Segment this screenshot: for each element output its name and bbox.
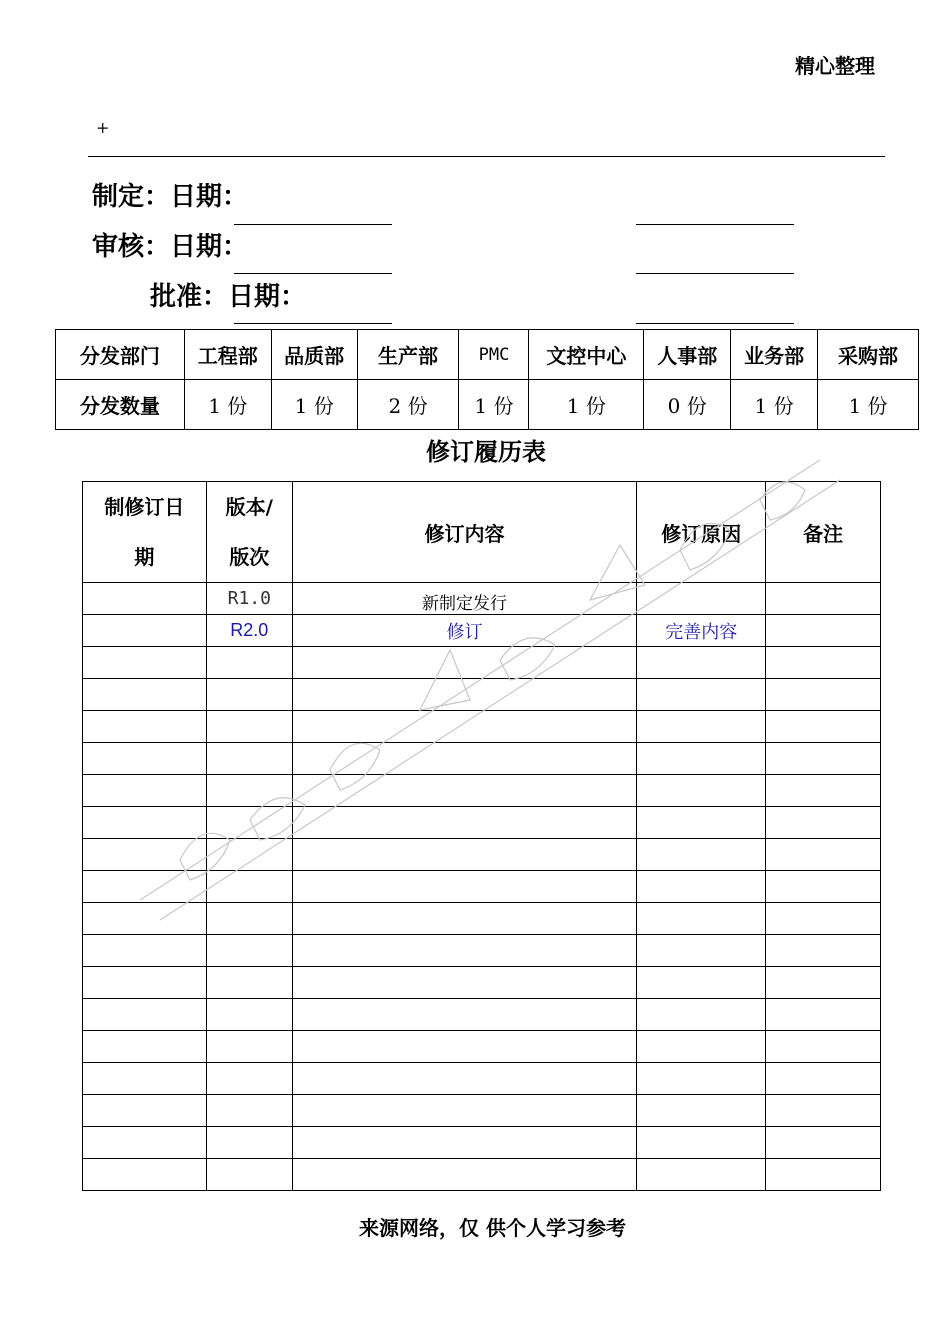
signoff-make-signature-line[interactable] [234,224,392,225]
revision-date-cell[interactable] [83,839,207,871]
revision-version-cell[interactable] [206,967,292,999]
revision-reason-cell[interactable] [637,647,766,679]
revision-reason-cell[interactable] [637,903,766,935]
revision-remark-cell[interactable] [766,1127,881,1159]
revision-date-cell[interactable] [83,935,207,967]
revision-reason-cell[interactable] [637,967,766,999]
revision-content-cell[interactable]: 修订 [292,615,637,647]
revision-header-row [83,482,881,583]
signoff-approve-label: 批准：日期： [150,282,307,312]
distribution-table [55,329,919,430]
distribution-quantity-cell[interactable]: 1 份 [459,380,529,430]
revision-reason-cell[interactable] [637,1095,766,1127]
revision-version-cell[interactable] [206,1159,292,1191]
revision-reason-cell[interactable] [637,711,766,743]
revision-reason-cell[interactable] [637,583,766,615]
revision-content-cell[interactable] [292,935,637,967]
revision-content-cell[interactable] [292,967,637,999]
revision-reason-cell[interactable] [637,679,766,711]
table-row [83,1095,881,1127]
revision-reason-cell[interactable] [637,743,766,775]
revision-reason-cell[interactable] [637,935,766,967]
distribution-header-cell: 品质部 [271,330,357,380]
revision-reason-cell[interactable] [637,839,766,871]
table-row [83,807,881,839]
top-divider [88,156,885,157]
revision-reason-cell[interactable] [637,807,766,839]
revision-remark-cell[interactable] [766,711,881,743]
revision-date-cell[interactable] [83,999,207,1031]
revision-content-cell[interactable] [292,743,637,775]
revision-header-date-line1: 制修订日 [104,495,185,519]
revision-history-table [82,481,881,1191]
revision-date-cell[interactable] [83,711,207,743]
revision-remark-cell[interactable] [766,1063,881,1095]
distribution-quantity-cell[interactable]: 0 份 [644,380,731,430]
distribution-header-cell: PMC [459,330,529,380]
revision-version-cell[interactable] [206,1127,292,1159]
signoff-approve-date-line[interactable] [636,323,794,324]
revision-reason-cell[interactable]: 完善内容 [637,615,766,647]
distribution-header-cell: 人事部 [644,330,731,380]
revision-reason-cell[interactable] [637,1159,766,1191]
revision-version-cell[interactable]: R1.0 [206,583,292,615]
table-row [83,583,881,615]
revision-content-cell[interactable] [292,775,637,807]
distribution-header-row [56,330,919,380]
table-row [83,903,881,935]
revision-remark-cell[interactable] [766,679,881,711]
revision-date-cell[interactable] [83,743,207,775]
table-row [83,871,881,903]
revision-date-cell[interactable] [83,871,207,903]
table-row [83,839,881,871]
revision-reason-cell[interactable] [637,1063,766,1095]
table-row [83,679,881,711]
signoff-review-date-line[interactable] [636,273,794,274]
revision-reason-cell[interactable] [637,1127,766,1159]
signoff-approve-signature-line[interactable] [234,323,392,324]
revision-date-cell[interactable] [83,967,207,999]
revision-content-cell[interactable] [292,1127,637,1159]
revision-remark-cell[interactable] [766,615,881,647]
revision-remark-cell[interactable] [766,743,881,775]
signoff-review-signature-line[interactable] [234,273,392,274]
revision-content-cell[interactable] [292,999,637,1031]
revision-version-cell[interactable]: R2.0 [206,615,292,647]
revision-remark-cell[interactable] [766,1095,881,1127]
revision-version-cell[interactable] [206,935,292,967]
revision-header-reason: 修订原因 [637,482,766,583]
revision-version-cell[interactable] [206,1063,292,1095]
distribution-quantity-cell[interactable]: 1 份 [271,380,357,430]
revision-version-cell[interactable] [206,743,292,775]
header-note: 精心整理 [795,54,875,78]
revision-date-cell[interactable] [83,1159,207,1191]
revision-content-cell[interactable] [292,839,637,871]
revision-date-cell[interactable] [83,1031,207,1063]
revision-remark-cell[interactable] [766,807,881,839]
revision-version-cell[interactable] [206,647,292,679]
distribution-quantity-cell[interactable]: 1 份 [731,380,818,430]
revision-content-cell[interactable] [292,679,637,711]
revision-header-version-line2: 版次 [229,545,270,569]
table-row [83,647,881,679]
revision-version-cell[interactable] [206,871,292,903]
distribution-row-label: 分发数量 [56,380,185,430]
revision-version-cell[interactable] [206,775,292,807]
table-row [83,935,881,967]
distribution-header-cell: 文控中心 [529,330,644,380]
distribution-quantity-cell[interactable]: 1 份 [529,380,644,430]
table-row [83,1159,881,1191]
revision-remark-cell[interactable] [766,1031,881,1063]
revision-version-cell[interactable] [206,903,292,935]
revision-version-cell[interactable] [206,1095,292,1127]
footer-note: 来源网络，仅 供个人学习参考 [359,1216,626,1240]
distribution-quantity-cell[interactable]: 2 份 [357,380,459,430]
revision-remark-cell[interactable] [766,583,881,615]
revision-content-cell[interactable]: 新制定发行 [292,583,637,615]
revision-reason-cell[interactable] [637,999,766,1031]
revision-header-remark: 备注 [766,482,881,583]
revision-version-cell[interactable] [206,807,292,839]
signoff-make-label: 制定：日期： [92,182,249,212]
revision-version-cell[interactable] [206,999,292,1031]
revision-remark-cell[interactable] [766,839,881,871]
revision-history-title: 修订履历表 [426,437,546,466]
revision-version-cell[interactable] [206,711,292,743]
table-row [83,1127,881,1159]
revision-content-cell[interactable] [292,807,637,839]
distribution-quantity-cell[interactable]: 1 份 [184,380,271,430]
revision-date-cell[interactable] [83,1127,207,1159]
revision-version-cell[interactable] [206,679,292,711]
table-row [83,743,881,775]
revision-reason-cell[interactable] [637,1031,766,1063]
table-row [83,711,881,743]
revision-date-cell[interactable] [83,583,207,615]
table-row [83,615,881,647]
revision-date-cell[interactable] [83,615,207,647]
distribution-header-cell: 分发部门 [56,330,185,380]
revision-content-cell[interactable] [292,1063,637,1095]
revision-date-cell[interactable] [83,775,207,807]
revision-header-content: 修订内容 [292,482,637,583]
revision-content-cell[interactable] [292,871,637,903]
table-row [83,1031,881,1063]
revision-header-version [206,482,292,583]
revision-date-cell[interactable] [83,1063,207,1095]
distribution-header-cell: 工程部 [184,330,271,380]
revision-date-cell[interactable] [83,1095,207,1127]
revision-remark-cell[interactable] [766,935,881,967]
distribution-header-cell: 生产部 [357,330,459,380]
revision-header-date [83,482,207,583]
signoff-review-label: 审核：日期： [92,232,249,262]
revision-reason-cell[interactable] [637,775,766,807]
plus-mark: + [96,118,110,137]
revision-remark-cell[interactable] [766,1159,881,1191]
distribution-header-cell: 采购部 [818,330,919,380]
revision-remark-cell[interactable] [766,903,881,935]
revision-content-cell[interactable] [292,647,637,679]
signoff-make-date-line[interactable] [636,224,794,225]
distribution-quantity-row [56,380,919,430]
revision-remark-cell[interactable] [766,999,881,1031]
table-row [83,967,881,999]
revision-version-cell[interactable] [206,1031,292,1063]
revision-remark-cell[interactable] [766,871,881,903]
table-row [83,999,881,1031]
revision-content-cell[interactable] [292,1095,637,1127]
distribution-header-cell: 业务部 [731,330,818,380]
revision-date-cell[interactable] [83,647,207,679]
revision-remark-cell[interactable] [766,967,881,999]
revision-remark-cell[interactable] [766,647,881,679]
revision-content-cell[interactable] [292,1159,637,1191]
revision-header-version-line1: 版本/ [225,495,273,519]
revision-content-cell[interactable] [292,711,637,743]
revision-content-cell[interactable] [292,1031,637,1063]
revision-content-cell[interactable] [292,903,637,935]
revision-date-cell[interactable] [83,807,207,839]
revision-date-cell[interactable] [83,903,207,935]
revision-date-cell[interactable] [83,679,207,711]
table-row [83,1063,881,1095]
table-row [83,775,881,807]
revision-remark-cell[interactable] [766,775,881,807]
revision-version-cell[interactable] [206,839,292,871]
revision-reason-cell[interactable] [637,871,766,903]
distribution-quantity-cell[interactable]: 1 份 [818,380,919,430]
revision-header-date-line2: 期 [134,545,155,569]
